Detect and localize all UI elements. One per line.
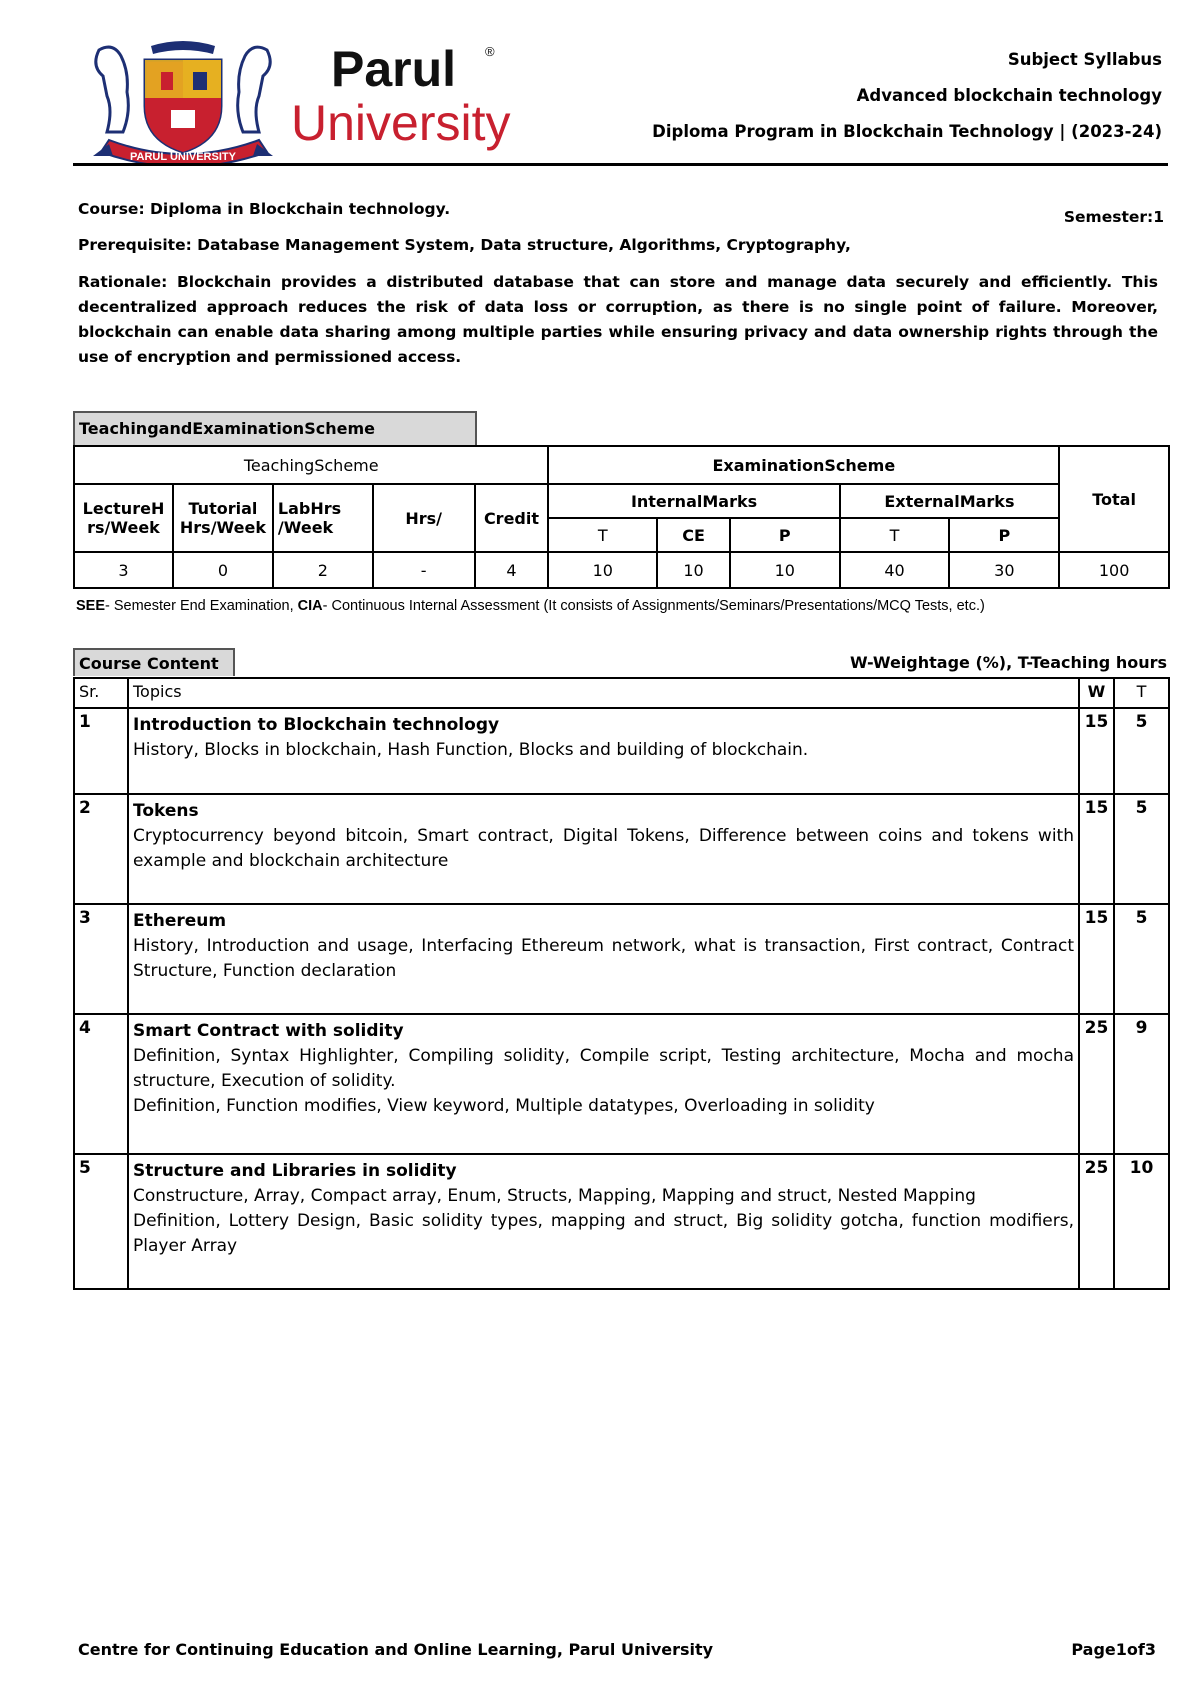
lecture-header: LectureH rs/Week bbox=[74, 484, 173, 552]
internal-t-value: 10 bbox=[548, 552, 657, 588]
hours-cell: 5 bbox=[1114, 708, 1169, 794]
topic-title: Introduction to Blockchain technology bbox=[133, 715, 500, 735]
sr-cell: 1 bbox=[74, 708, 128, 794]
topic-cell bbox=[128, 1154, 1079, 1289]
internal-p-header: P bbox=[730, 518, 840, 552]
sr-cell: 2 bbox=[74, 794, 128, 904]
program-name: Diploma Program in Blockchain Technology | (2023-24) bbox=[652, 122, 1162, 141]
brand-wordmark-top: Parul bbox=[331, 41, 457, 97]
internal-ce-header: CE bbox=[657, 518, 730, 552]
svg-text:®: ® bbox=[485, 44, 495, 59]
sr-header: Sr. bbox=[74, 678, 128, 708]
internal-t-header: T bbox=[548, 518, 657, 552]
w-header: W bbox=[1079, 678, 1114, 708]
topic-cell bbox=[128, 708, 1079, 794]
topic-title: Structure and Libraries in solidity bbox=[133, 1161, 457, 1181]
scheme-title: TeachingandExaminationScheme bbox=[73, 411, 477, 447]
page-number: Page1of3 bbox=[1071, 1640, 1156, 1659]
sr-cell: 3 bbox=[74, 904, 128, 1014]
topic-detail: Definition, Function modifies, View keyword, Multiple datatypes, Overloading in solidity bbox=[133, 1096, 875, 1116]
topic-cell bbox=[128, 904, 1079, 1014]
internal-p-value: 10 bbox=[730, 552, 840, 588]
topic-detail: History, Introduction and usage, Interfacing Ethereum network, what is transaction, First contract, Contract Structure, Function declaration bbox=[133, 936, 1074, 981]
course-content-table bbox=[73, 677, 1170, 1290]
total-header: Total bbox=[1059, 446, 1169, 552]
weightage-cell: 25 bbox=[1079, 1014, 1114, 1154]
topic-detail: Definition, Lottery Design, Basic solidity types, mapping and struct, Big solidity gotcha, function modifiers, Player Array bbox=[133, 1211, 1074, 1256]
header-info bbox=[652, 42, 1162, 150]
assessment-note: SEE- Semester End Examination, CIA- Continuous Internal Assessment (It consists of Assignments/Seminars/Presentations/MCQ Tests, etc.) bbox=[76, 598, 985, 614]
page-header bbox=[73, 36, 1168, 166]
hours-cell: 9 bbox=[1114, 1014, 1169, 1154]
credit-header: Credit bbox=[475, 484, 549, 552]
weightage-legend: W-Weightage (%), T-Teaching hours bbox=[850, 653, 1167, 672]
tutorial-header: Tutorial Hrs/Week bbox=[173, 484, 273, 552]
table-row bbox=[74, 904, 1169, 1014]
table-row bbox=[74, 794, 1169, 904]
external-p-value: 30 bbox=[949, 552, 1059, 588]
sr-cell: 4 bbox=[74, 1014, 128, 1154]
lecture-value: 3 bbox=[74, 552, 173, 588]
weightage-cell: 15 bbox=[1079, 904, 1114, 1014]
teaching-scheme-header: TeachingScheme bbox=[74, 446, 548, 484]
hrs-value: - bbox=[373, 552, 475, 588]
hrs-header: Hrs/ bbox=[373, 484, 475, 552]
svg-text:PARUL UNIVERSITY: PARUL UNIVERSITY bbox=[130, 151, 236, 163]
table-row bbox=[74, 1014, 1169, 1154]
external-t-value: 40 bbox=[840, 552, 950, 588]
rationale-paragraph: Rationale: Blockchain provides a distributed database that can store and manage data securely and efficiently. This decentralized approach reduces the risk of data loss or corruption, as there is no single point of failure. Moreover, blockchain can enable data sharing among multiple parties while ensuring privacy and data ownership rights through the use of encryption and permissioned access. bbox=[78, 273, 1158, 366]
hours-cell: 5 bbox=[1114, 904, 1169, 1014]
weightage-cell: 25 bbox=[1079, 1154, 1114, 1289]
weightage-cell: 15 bbox=[1079, 708, 1114, 794]
topic-cell bbox=[128, 1014, 1079, 1154]
course-content-title: Course Content bbox=[73, 648, 235, 676]
tutorial-value: 0 bbox=[173, 552, 273, 588]
parul-university-logo bbox=[73, 36, 563, 166]
external-p-header: P bbox=[949, 518, 1059, 552]
topics-header: Topics bbox=[128, 678, 1079, 708]
t-header: T bbox=[1114, 678, 1169, 708]
brand-wordmark-bottom: University bbox=[291, 95, 511, 151]
header-divider bbox=[73, 163, 1168, 166]
subject-name: Advanced blockchain technology bbox=[856, 86, 1162, 105]
lab-header: LabHrs /Week bbox=[273, 484, 373, 552]
topic-detail: History, Blocks in blockchain, Hash Function, Blocks and building of blockchain. bbox=[133, 740, 809, 760]
teaching-examination-table bbox=[73, 445, 1170, 589]
course-line: Course: Diploma in Blockchain technology. bbox=[78, 200, 451, 218]
footer-institution: Centre for Continuing Education and Online Learning, Parul University bbox=[78, 1640, 714, 1659]
topic-title: Tokens bbox=[133, 801, 199, 821]
internal-ce-value: 10 bbox=[657, 552, 730, 588]
total-value: 100 bbox=[1059, 552, 1169, 588]
external-marks-header: ExternalMarks bbox=[840, 484, 1060, 518]
topic-detail: Definition, Syntax Highlighter, Compiling solidity, Compile script, Testing architecture, Mocha and mocha structure, Execution of solidity. bbox=[133, 1046, 1074, 1091]
internal-marks-header: InternalMarks bbox=[548, 484, 839, 518]
topic-title: Ethereum bbox=[133, 911, 227, 931]
table-row bbox=[74, 1154, 1169, 1289]
topic-title: Smart Contract with solidity bbox=[133, 1021, 404, 1041]
topic-detail: Cryptocurrency beyond bitcoin, Smart contract, Digital Tokens, Difference between coins and tokens with example and blockchain architecture bbox=[133, 826, 1074, 871]
credit-value: 4 bbox=[475, 552, 549, 588]
topic-detail: Constructure, Array, Compact array, Enum, Structs, Mapping, Mapping and struct, Nested Mapping bbox=[133, 1186, 976, 1206]
weightage-cell: 15 bbox=[1079, 794, 1114, 904]
sr-cell: 5 bbox=[74, 1154, 128, 1289]
hours-cell: 10 bbox=[1114, 1154, 1169, 1289]
examination-scheme-header: ExaminationScheme bbox=[548, 446, 1059, 484]
lab-value: 2 bbox=[273, 552, 373, 588]
hours-cell: 5 bbox=[1114, 794, 1169, 904]
semester-label: Semester:1 bbox=[1063, 208, 1164, 226]
table-row bbox=[74, 708, 1169, 794]
subject-syllabus-label: Subject Syllabus bbox=[1007, 50, 1162, 69]
prerequisite-line: Prerequisite: Database Management System, Data structure, Algorithms, Cryptography, bbox=[78, 236, 851, 254]
external-t-header: T bbox=[840, 518, 950, 552]
topic-cell bbox=[128, 794, 1079, 904]
university-seal-icon bbox=[93, 41, 273, 166]
